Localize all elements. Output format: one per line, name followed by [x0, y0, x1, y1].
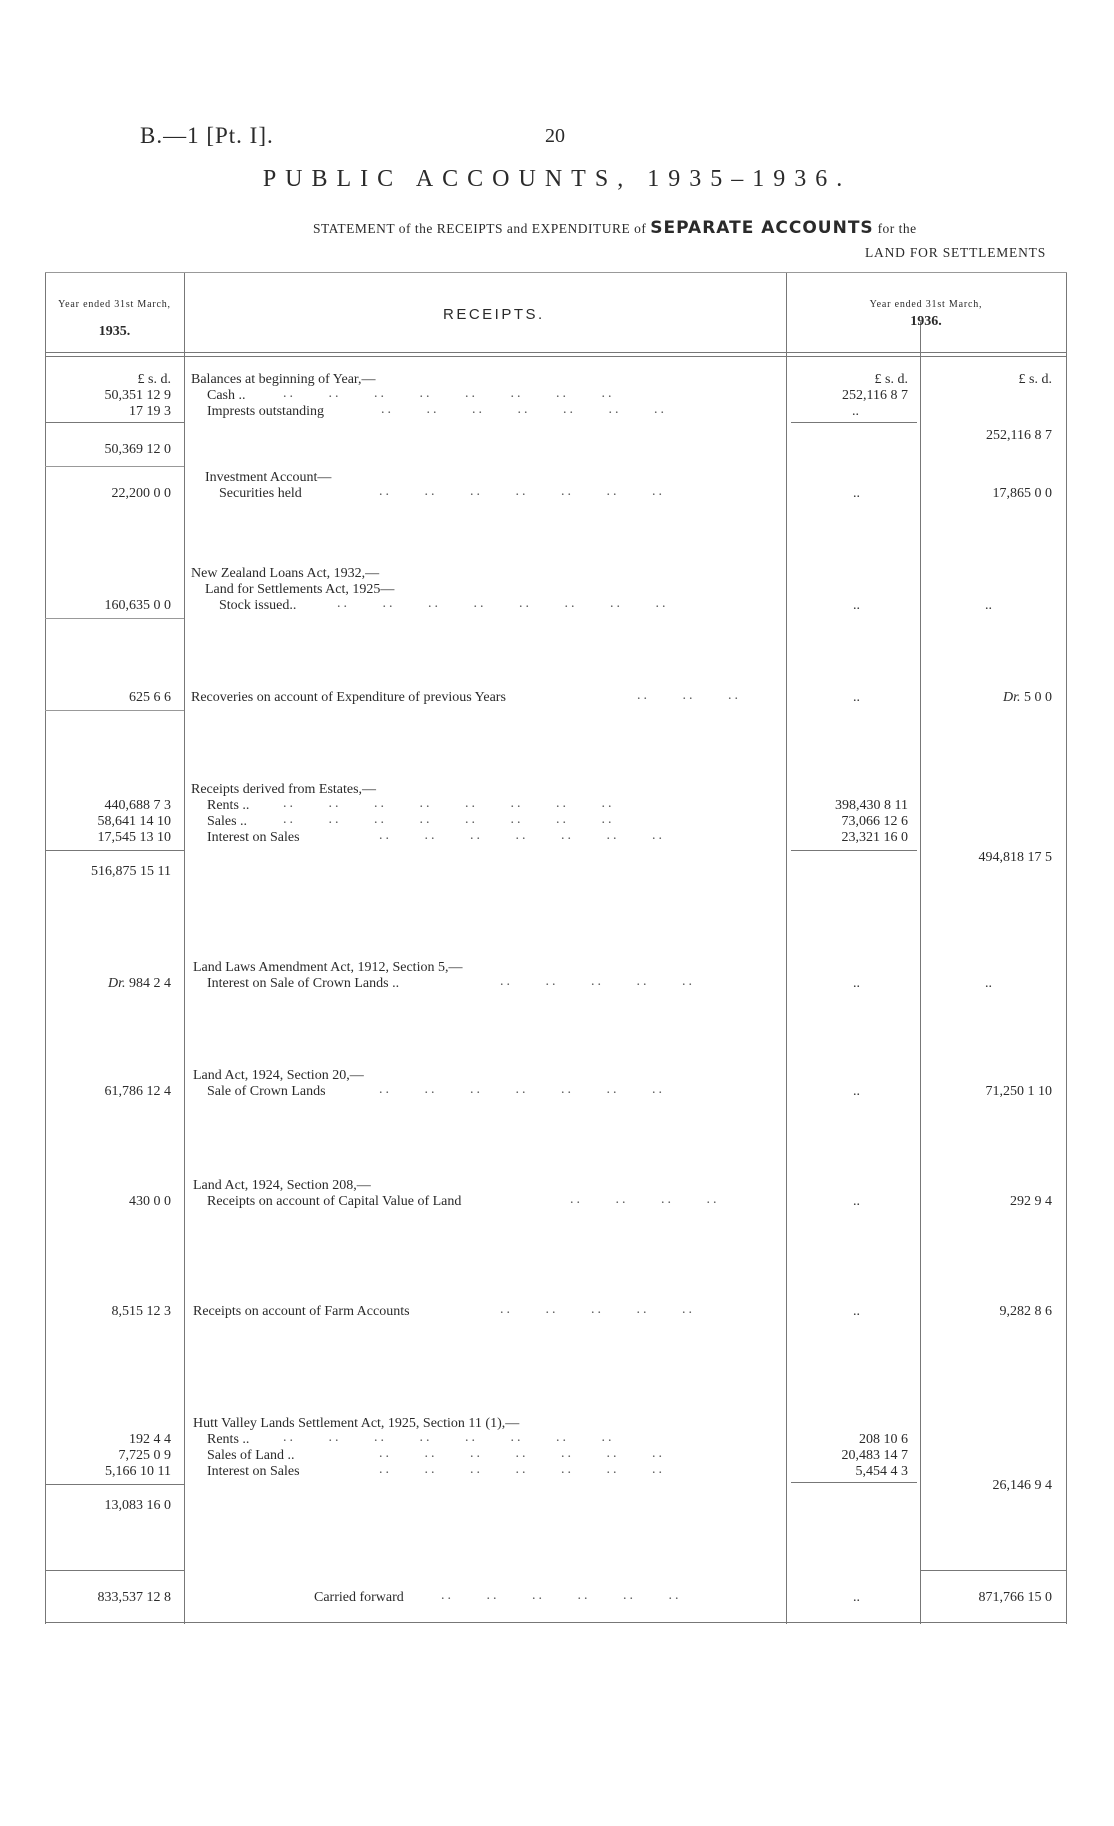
rule [45, 272, 1067, 273]
statement-suffix: for the [877, 221, 917, 236]
farm-mid: .. [853, 1304, 860, 1319]
hutt-prev-rents: 192 4 4 [129, 1432, 171, 1447]
hutt-prev-total: 13,083 16 0 [104, 1498, 171, 1513]
land-laws-mid: .. [853, 976, 860, 991]
land-act-208-sub: Receipts on account of Capital Value of Land [207, 1194, 462, 1209]
leader-dots: .. .. .. [637, 688, 741, 703]
carried-curr: 871,766 15 0 [978, 1590, 1052, 1605]
rule [920, 322, 921, 1624]
leader-dots: .. .. .. .. .. [500, 974, 695, 989]
recoveries-mid: .. [853, 690, 860, 705]
balances-cash-label: Cash .. [207, 388, 246, 403]
hutt-curr-interest: 5,454 4 3 [855, 1464, 908, 1479]
document-reference: B.—1 [Pt. I]. [140, 123, 274, 148]
leader-dots: .. .. .. .. .. [500, 1302, 695, 1317]
statement-subheading: LAND FOR SETTLEMENTS [865, 245, 1046, 260]
leader-dots: .. .. .. .. .. .. .. [379, 1446, 665, 1461]
nz-loans-curr: .. [985, 598, 992, 613]
nz-loans-prev: 160,635 0 0 [104, 598, 171, 613]
leader-dots: .. .. .. .. .. .. .. .. [283, 386, 615, 401]
recoveries-curr [920, 690, 1052, 706]
nz-loans-sub2: Stock issued.. [219, 598, 297, 613]
farm-label: Receipts on account of Farm Accounts [193, 1304, 410, 1319]
land-laws-curr: .. [985, 976, 992, 991]
rule [791, 422, 917, 423]
estates-curr-rents: 398,430 8 11 [835, 798, 908, 813]
rule [920, 1570, 1066, 1571]
investment-sub: Securities held [219, 486, 302, 501]
rule [45, 1570, 184, 1571]
rule [791, 850, 917, 851]
hutt-curr-sales: 20,483 14 7 [841, 1448, 908, 1463]
leader-dots: .. .. .. .. .. .. .. .. [283, 1430, 615, 1445]
hutt-rents-label: Rents .. [207, 1432, 250, 1447]
land-act-20-heading: Land Act, 1924, Section 20,— [193, 1068, 364, 1083]
mid-units: £ s. d. [874, 372, 908, 387]
rule [45, 272, 46, 1624]
leader-dots: .. .. .. .. .. .. .. .. [283, 796, 615, 811]
rule [184, 272, 185, 1624]
leader-dots: .. .. .. .. .. .. .. [379, 1462, 665, 1477]
carried-forward-label: Carried forward [314, 1590, 404, 1605]
land-act-208-curr: 292 9 4 [1010, 1194, 1052, 1209]
land-act-20-prev: 61,786 12 4 [104, 1084, 171, 1099]
estates-interest-label: Interest on Sales [207, 830, 300, 845]
curr-year: 1936. [910, 314, 942, 329]
land-act-20-curr: 71,250 1 10 [985, 1084, 1052, 1099]
rule [45, 1484, 184, 1485]
land-laws-prev [45, 976, 171, 992]
estates-prev-total: 516,875 15 11 [91, 864, 171, 879]
estates-prev-interest: 17,545 13 10 [97, 830, 171, 845]
receipts-heading: RECEIPTS. [443, 306, 545, 323]
leader-dots: .. .. .. .. .. .. .. [379, 828, 665, 843]
recoveries-label: Recoveries on account of Expenditure of previous Years [191, 690, 506, 705]
carried-prev: 833,537 12 8 [97, 1590, 171, 1605]
estates-prev-sales: 58,641 14 10 [97, 814, 171, 829]
nz-loans-sub1: Land for Settlements Act, 1925— [205, 582, 395, 597]
balances-prev-total: 50,369 12 0 [104, 442, 171, 457]
rule [791, 1482, 917, 1483]
estates-rents-label: Rents .. [207, 798, 250, 813]
leader-dots: .. .. .. .. .. .. .. .. [283, 812, 615, 827]
dr-prefix: Dr. [1002, 690, 1021, 705]
carried-mid: .. [853, 1590, 860, 1605]
investment-mid: .. [853, 486, 860, 501]
rule [45, 850, 184, 851]
hutt-prev-interest: 5,166 10 11 [105, 1464, 171, 1479]
prev-year: 1935. [98, 324, 131, 339]
balances-curr-total: 252,116 8 7 [986, 428, 1052, 443]
land-laws-heading: Land Laws Amendment Act, 1912, Section 5,— [193, 960, 463, 975]
land-act-208-heading: Land Act, 1924, Section 208,— [193, 1178, 371, 1193]
leader-dots: .. .. .. .. .. .. .. .. [337, 596, 669, 611]
leader-dots: .. .. .. .. .. .. [441, 1588, 682, 1603]
investment-prev: 22,200 0 0 [111, 486, 171, 501]
leader-dots: .. .. .. .. [570, 1192, 720, 1207]
balances-heading: Balances at beginning of Year,— [191, 372, 376, 387]
land-act-20-sub: Sale of Crown Lands [207, 1084, 326, 1099]
receipts-table [45, 272, 1067, 1624]
page-number: 20 [545, 125, 565, 147]
curr-units: £ s. d. [1018, 372, 1052, 387]
balances-curr-imprests: .. [852, 404, 859, 419]
leader-dots: .. .. .. .. .. .. .. [379, 484, 665, 499]
hutt-curr-rents: 208 10 6 [859, 1432, 908, 1447]
page-title: PUBLIC ACCOUNTS, 1935–1936. [262, 166, 852, 192]
balances-prev-imprests: 17 19 3 [129, 404, 171, 419]
nz-loans-mid: .. [853, 598, 860, 613]
rule [45, 466, 184, 467]
hutt-interest-label: Interest on Sales [207, 1464, 300, 1479]
rule [1066, 272, 1067, 1624]
rule [45, 422, 184, 423]
land-laws-sub: Interest on Sale of Crown Lands .. [207, 976, 400, 991]
investment-curr: 17,865 0 0 [992, 486, 1052, 501]
rule [786, 272, 787, 1624]
farm-prev: 8,515 12 3 [111, 1304, 171, 1319]
curr-year-label: Year ended 31st March, [869, 299, 983, 310]
estates-curr-sales: 73,066 12 6 [841, 814, 908, 829]
estates-sales-label: Sales .. [207, 814, 248, 829]
hutt-heading: Hutt Valley Lands Settlement Act, 1925, Section 11 (1),— [193, 1416, 520, 1431]
estates-curr-total: 494,818 17 5 [978, 850, 1052, 865]
estates-heading: Receipts derived from Estates,— [191, 782, 377, 797]
rule [45, 710, 184, 711]
rule [45, 356, 1067, 357]
land-act-208-prev: 430 0 0 [129, 1194, 171, 1209]
leader-dots: .. .. .. .. .. .. .. [381, 402, 667, 417]
nz-loans-heading: New Zealand Loans Act, 1932,— [191, 566, 380, 581]
rule [45, 352, 1067, 353]
land-laws-prev-value: 984 2 4 [129, 976, 171, 991]
balances-curr-cash: 252,116 8 7 [842, 388, 908, 403]
land-act-208-mid: .. [853, 1194, 860, 1209]
estates-prev-rents: 440,688 7 3 [104, 798, 171, 813]
estates-curr-interest: 23,321 16 0 [841, 830, 908, 845]
rule [45, 1622, 1067, 1623]
statement-heading [313, 218, 917, 238]
statement-bold: SEPARATE ACCOUNTS [650, 218, 874, 238]
leader-dots: .. .. .. .. .. .. .. [379, 1082, 665, 1097]
farm-curr: 9,282 8 6 [999, 1304, 1052, 1319]
hutt-sales-label: Sales of Land .. [207, 1448, 295, 1463]
rule [45, 618, 184, 619]
prev-year-label: Year ended 31st March, [58, 299, 171, 310]
recoveries-curr-value: 5 0 0 [1024, 690, 1052, 705]
hutt-curr-total: 26,146 9 4 [992, 1478, 1052, 1493]
recoveries-prev: 625 6 6 [129, 690, 171, 705]
balances-imprests-label: Imprests outstanding [207, 404, 325, 419]
statement-prefix: STATEMENT of the RECEIPTS and EXPENDITURE of [313, 221, 647, 236]
hutt-prev-sales: 7,725 0 9 [118, 1448, 171, 1463]
balances-prev-cash: 50,351 12 9 [104, 388, 171, 403]
investment-heading: Investment Account— [205, 470, 332, 485]
dr-prefix: Dr. [107, 976, 126, 991]
land-act-20-mid: .. [853, 1084, 860, 1099]
prev-units: £ s. d. [137, 372, 171, 387]
